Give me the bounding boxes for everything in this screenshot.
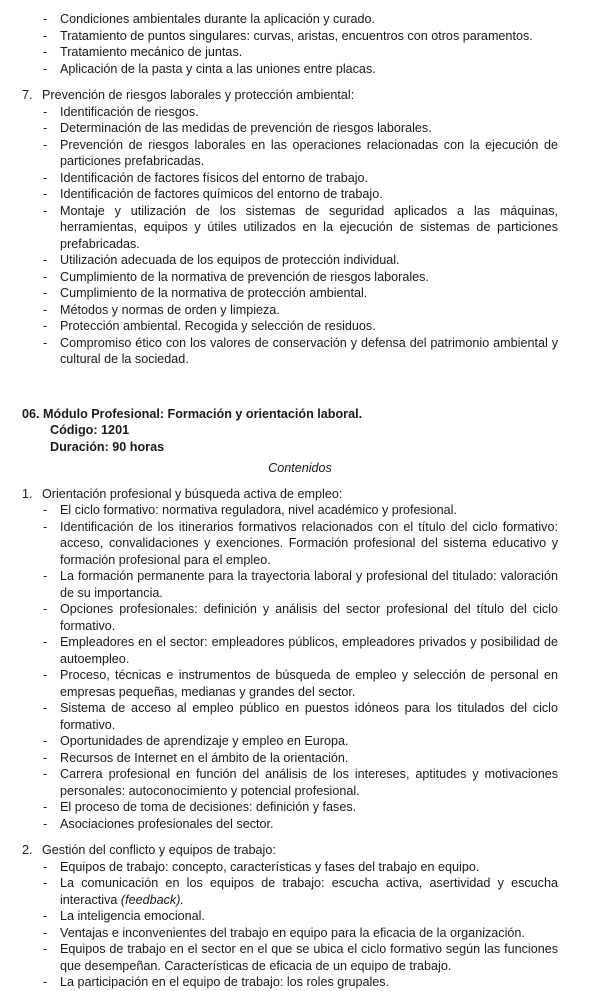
list-item: - Métodos y normas de orden y limpieza. (43, 302, 280, 317)
list-item: - Ventajas e inconvenientes del trabajo en equipo para la eficacia de la organización. (43, 925, 525, 940)
section-number: 2. (22, 843, 33, 857)
dash-bullet: - (43, 286, 48, 300)
list-item: - Proceso, técnicas e instrumentos de búsqueda de empleo y selección de personal en empresas pequeñas, medianas y grandes del sector. (43, 668, 558, 699)
list-item: - La participación en el equipo de trabajo: los roles grupales. (43, 975, 390, 989)
list-item: - Tratamiento mecánico de juntas. (43, 45, 243, 59)
dash-bullet: - (43, 800, 48, 814)
section-title: Prevención de riesgos laborales y protección ambiental: (42, 88, 355, 102)
dash-bullet: - (43, 925, 48, 940)
section-1-heading (0, 486, 600, 503)
dash-bullet: - (43, 750, 48, 765)
section-7-list (0, 104, 600, 368)
list-item: - Sistema de acceso al empleo público en puestos idóneos para los titulados del ciclo formativo. (43, 701, 558, 732)
list-item: - Tratamiento de puntos singulares: curvas, aristas, encuentros con otros paramentos. (43, 28, 533, 43)
dash-bullet: - (43, 503, 48, 517)
list-item: - Prevención de riesgos laborales en las operaciones relacionadas con la ejecución de particiones prefabricadas. (43, 137, 558, 168)
list-item: - Condiciones ambientales durante la aplicación y curado. (43, 12, 376, 26)
list-item: - Equipos de trabajo en el sector en el que se ubica el ciclo formativo según las funciones que desempeñan. Características de eficacia de un equipo de trabajo. (43, 942, 558, 973)
dash-bullet: - (43, 319, 48, 333)
list-item: - Identificación de los itinerarios formativos relacionados con el título del ciclo formativo: acceso, convalidaciones y exenciones. Formación profesional del sistema educativo y formación profesional para el empleo. (43, 519, 558, 567)
list-item: - Protección ambiental. Recogida y selección de residuos. (43, 319, 376, 333)
dash-bullet: - (43, 734, 48, 748)
dash-bullet: - (43, 635, 48, 649)
list-item: - El proceso de toma de decisiones: definición y fases. (43, 800, 357, 814)
dash-bullet: - (43, 170, 48, 185)
contents-heading: Contenidos (268, 461, 332, 475)
list-item: - Identificación de factores físicos del entorno de trabajo. (43, 170, 369, 185)
list-item: - Equipos de trabajo: concepto, características y fases del trabajo en equipo. (43, 859, 480, 874)
list-item: - Utilización adecuada de los equipos de protección individual. (43, 253, 400, 267)
dash-bullet: - (43, 701, 48, 715)
list-item: - Aplicación de la pasta y cinta a las uniones entre placas. (43, 61, 376, 76)
dash-bullet: - (43, 335, 48, 350)
dash-bullet: - (43, 187, 48, 201)
list-item: - Opciones profesionales: definición y análisis del sector profesional del título del ciclo formativo. (43, 602, 558, 633)
list-item: - Empleadores en el sector: empleadores públicos, empleadores privados y posibilidad de autoempleo. (43, 635, 558, 666)
section-2-list (0, 859, 600, 991)
dash-bullet: - (43, 975, 48, 989)
list-item: - Oportunidades de aprendizaje y empleo en Europa. (43, 734, 349, 748)
dash-bullet: - (43, 602, 48, 616)
list-item: - El ciclo formativo: normativa reguladora, nivel académico y profesional. (43, 503, 457, 517)
list-item: - Cumplimiento de la normativa de prevención de riesgos laborales. (43, 269, 429, 284)
section-1-list (0, 502, 600, 832)
section-7-heading (0, 87, 600, 104)
module-title: 06. Módulo Profesional: Formación y orientación laboral. (22, 406, 363, 421)
top-list (0, 11, 600, 77)
dash-bullet: - (43, 61, 48, 76)
dash-bullet: - (43, 121, 48, 135)
dash-bullet: - (43, 859, 48, 874)
dash-bullet: - (43, 668, 48, 682)
dash-bullet: - (43, 876, 48, 890)
dash-bullet: - (43, 942, 48, 956)
list-item: - Recursos de Internet en el ámbito de la orientación. (43, 750, 349, 765)
dash-bullet: - (43, 12, 48, 26)
list-item: - Asociaciones profesionales del sector. (43, 816, 274, 831)
dash-bullet: - (43, 269, 48, 284)
dash-bullet: - (43, 909, 48, 923)
list-item: - Cumplimiento de la normativa de protección ambiental. (43, 286, 368, 300)
feedback-note: (feedback). (120, 892, 184, 907)
dash-bullet: - (43, 302, 48, 317)
list-item: - Montaje y utilización de los sistemas de seguridad aplicados a las máquinas, herramientas, equipos y útiles utilizados en la ejecución de sistemas de particiones prefabricadas. (43, 203, 558, 251)
list-item: - La comunicación en los equipos de trabajo: escucha activa, asertividad y escucha interactiva (feedback). (43, 876, 558, 907)
list-item: - Compromiso ético con los valores de conservación y defensa del patrimonio ambiental y cultural de la sociedad. (43, 335, 558, 366)
dash-bullet: - (43, 519, 48, 534)
section-title: Orientación profesional y búsqueda activa de empleo: (42, 486, 343, 501)
dash-bullet: - (43, 767, 48, 781)
list-item: - Carrera profesional en función del análisis de los intereses, aptitudes y motivaciones personales: autoconocimiento y potencial profesional. (43, 767, 558, 798)
module-code: Código: 1201 (50, 423, 130, 437)
list-item: - Determinación de las medidas de prevención de riesgos laborales. (43, 121, 432, 135)
dash-bullet: - (43, 569, 48, 583)
dash-bullet: - (43, 203, 48, 218)
module-duration: Duración: 90 horas (50, 439, 165, 454)
section-number: 7. (22, 88, 33, 102)
list-item: - La inteligencia emocional. (43, 909, 205, 923)
list-item: - Identificación de factores químicos del entorno de trabajo. (43, 187, 383, 201)
section-number: 1. (22, 486, 33, 501)
dash-bullet: - (43, 28, 48, 43)
section-title: Gestión del conflicto y equipos de trabajo: (42, 843, 276, 857)
section-2-heading (0, 842, 600, 859)
list-item: - La formación permanente para la trayectoria laboral y profesional del titulado: valoración de su importancia. (43, 569, 558, 600)
dash-bullet: - (43, 104, 48, 119)
dash-bullet: - (43, 816, 48, 831)
dash-bullet: - (43, 253, 48, 267)
dash-bullet: - (43, 45, 48, 59)
dash-bullet: - (43, 137, 48, 152)
list-item: - Identificación de riesgos. (43, 104, 199, 119)
